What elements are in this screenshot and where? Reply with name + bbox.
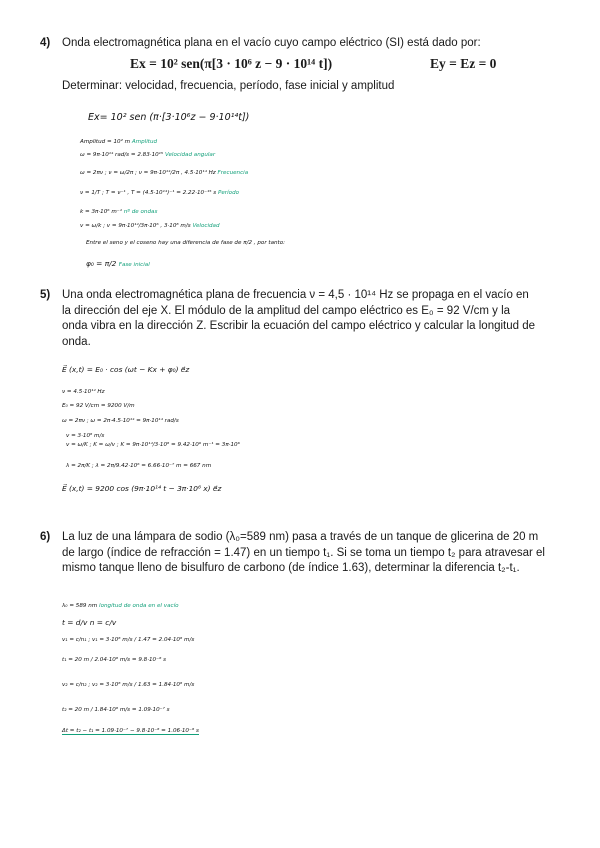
problem-statement: Una onda electromagnética plana de frecuencia ν = 4,5 · 10¹⁴ Hz se propaga en el vacío en la dirección del eje X. El módulo de la amplitud del campo eléctrico es E₀ = 92 V/cm y la onda vibra en la dirección Z. Escribir la ecuación del campo eléctrico y calcular la longitud de onda. xyxy=(62,289,536,348)
handwritten-line: ω = 2πν ; ω = 2π·4.5·10¹⁴ = 9π·10¹⁴ rad/s xyxy=(62,418,179,424)
problem-statement: Onda electromagnética plana en el vacío cuyo campo eléctrico (SI) está dado por: xyxy=(62,37,481,49)
handwritten-note: nº de ondas xyxy=(123,209,158,215)
handwritten-calc: Amplitud = 10² m xyxy=(80,139,131,145)
handwritten-line: E₀ = 92 V/cm = 9200 V/m xyxy=(62,403,135,409)
problem-6 xyxy=(40,530,550,596)
handwritten-line: v₁ = c/n₁ ; v₁ = 3·10⁸ m/s / 1.47 = 2.04·10⁸ m/s xyxy=(62,637,195,643)
problem-number: 4) xyxy=(40,37,51,49)
handwritten-line xyxy=(80,223,220,230)
equation-side: Ey = Ez = 0 xyxy=(430,56,497,71)
handwritten-line: ν = 4.5·10¹⁴ Hz xyxy=(62,389,105,395)
handwritten-note: longitud de onda en el vacío xyxy=(99,603,179,609)
handwritten-line xyxy=(80,152,215,159)
handwritten-line: v₂ = c/n₂ ; v₂ = 3·10⁸ m/s / 1.63 = 1.84·10⁸ m/s xyxy=(62,682,195,688)
handwritten-line: t = d/v n = c/v xyxy=(62,618,117,627)
handwritten-note: Amplitud xyxy=(131,139,158,145)
handwritten-line: t₂ = 20 m / 1.84·10⁸ m/s = 1.09·10⁻⁷ s xyxy=(62,707,170,713)
handwritten-calc: ω = 9π·10¹⁴ rad/s = 2.83·10¹⁵ xyxy=(80,152,164,158)
handwritten-note: Período xyxy=(217,190,240,196)
handwritten-calc: v = ω/k ; v = 9π·10¹⁴/3π·10⁶ , 3·10⁸ m/s xyxy=(80,223,191,229)
problem-task: Determinar: velocidad, frecuencia, período, fase inicial y amplitud xyxy=(62,80,395,92)
handwritten-line xyxy=(80,170,248,177)
handwritten-line: v = ω/K ; K = ω/v ; K = 9π·10¹⁴/3·10⁸ = 9.42·10⁶ m⁻¹ = 3π·10⁶ xyxy=(66,442,240,448)
handwritten-line: E⃗ (x,t) = 9200 cos (9π·10¹⁴ t − 3π·10⁶ x) e⃗z xyxy=(62,484,222,493)
problem-statement: La luz de una lámpara de sodio (λ₀=589 nm) pasa a través de un tanque de glicerina de 20 m de largo (índice de refracción = 1.47) en un tiempo t₁. Si se toma un tiempo t₂ para atravesar el mismo tanque lleno de bisulfuro de carbono (de índice 1.63), determinar la diferencia t₂-t₁. xyxy=(62,531,545,574)
handwritten-note: Fase inicial xyxy=(118,262,150,268)
handwritten-note: Velocidad xyxy=(192,223,220,229)
handwritten-calc: ν = 1/T ; T = ν⁻¹ , T = (4.5·10¹⁴)⁻¹ = 2.22·10⁻¹⁵ s xyxy=(80,190,217,196)
handwritten-line: Entre el seno y el coseno hay una diferencia de fase de π/2 , por tanto: xyxy=(86,240,286,246)
handwritten-line: t₁ = 20 m / 2.04·10⁸ m/s = 9.8·10⁻⁸ s xyxy=(62,657,167,663)
handwritten-line xyxy=(86,259,150,270)
handwritten-note: Frecuencia xyxy=(217,170,249,176)
handwritten-line xyxy=(62,603,179,610)
problem-number: 6) xyxy=(40,531,51,543)
handwritten-calc: φ₀ = π/2 xyxy=(86,259,117,268)
equation-main: Ex = 10² sen(π[3 · 10⁶ z − 9 · 10¹⁴ t]) xyxy=(130,56,333,71)
handwritten-line: Ex= 10² sen (π·[3·10⁶z − 9·10¹⁴t]) xyxy=(88,112,250,123)
handwritten-line: v = 3·10⁸ m/s xyxy=(66,433,105,439)
handwritten-line: E⃗ (x,t) = E₀ · cos (ωt − Kx + φ₀) e⃗z xyxy=(62,365,190,374)
handwritten-line: λ = 2π/K ; λ = 2π/9.42·10⁶ = 6.66·10⁻⁷ m = 667 nm xyxy=(66,463,212,469)
handwritten-calc: ω = 2πν ; ν = ω/2π ; ν = 9π·10¹⁴/2π , 4.5·10¹⁴ Hz xyxy=(80,170,216,176)
problem-5 xyxy=(40,288,540,354)
handwritten-line xyxy=(80,209,157,216)
handwritten-calc: λ₀ = 589 nm xyxy=(62,603,98,609)
handwritten-note: Velocidad angular xyxy=(164,152,216,158)
problem-number: 5) xyxy=(40,289,51,301)
handwritten-calc: k = 3π·10⁶ m⁻¹ xyxy=(80,209,122,215)
final-result: Δt = t₂ − t₁ = 1.09·10⁻⁷ − 9.8·10⁻⁸ = 1.06·10⁻⁸ s xyxy=(62,728,199,734)
handwritten-line xyxy=(80,190,239,197)
handwritten-line xyxy=(62,728,199,735)
handwritten-line xyxy=(80,139,157,146)
